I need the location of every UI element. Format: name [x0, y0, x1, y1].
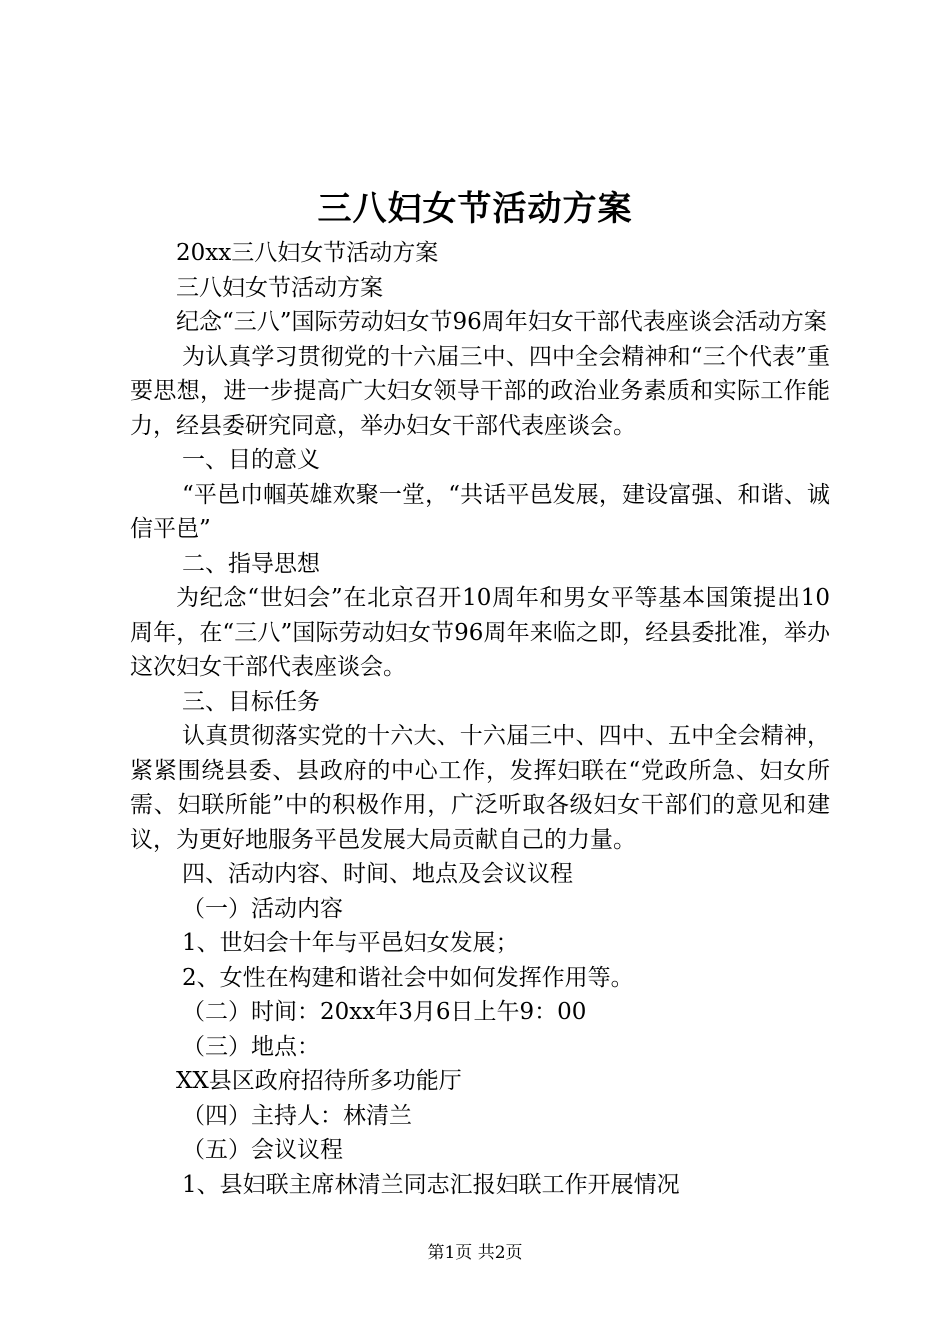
paragraph-plan-name: 纪念“三八”国际劳动妇女节96周年妇女干部代表座谈会活动方案 [176, 309, 827, 335]
page-footer: 第1页 共2页 [427, 1243, 523, 1263]
paragraph-location-value: XX县区政府招待所多功能厅 [176, 1068, 462, 1094]
section-heading-goals: 三、目标任务 [182, 688, 320, 715]
section-heading-guidance: 二、指导思想 [182, 550, 320, 577]
subsection-location: （三）地点： [182, 1033, 320, 1060]
list-item-2: 2、女性在构建和谐社会中如何发挥作用等。 [182, 964, 634, 991]
subsection-host: （四）主持人：林清兰 [182, 1102, 412, 1129]
paragraph-intro: 为认真学习贯彻党的十六届三中、四中全会精神和“三个代表”重要思想，进一步提高广大妇女领导干部的政治业务素质和实际工作能力，经县委研究同意，举办妇女干部代表座谈会。 [130, 343, 830, 439]
subsection-content: （一）活动内容 [182, 895, 343, 922]
paragraph-goals: 认真贯彻落实党的十六大、十六届三中、四中、五中全会精神，紧紧围绕县委、县政府的中心工作，发挥妇联在“党政所急、妇女所需、妇联所能”中的积极作用，广泛听取各级妇女干部们的意见和建议，为更好地服务平邑发展大局贡献自己的力量。 [130, 723, 830, 853]
document-title: 三八妇女节活动方案 [317, 189, 633, 229]
section-heading-activities: 四、活动内容、时间、地点及会议议程 [182, 861, 573, 887]
subsection-agenda: （五）会议议程 [182, 1137, 343, 1163]
document-body [130, 236, 830, 1202]
subsection-time: （二）时间：20xx年3月6日上午9：00 [182, 999, 587, 1025]
paragraph-subtitle: 三八妇女节活动方案 [176, 274, 383, 301]
list-item-1: 1、世妇会十年与平邑妇女发展； [182, 930, 519, 956]
agenda-item-1: 1、县妇联主席林清兰同志汇报妇联工作开展情况 [182, 1171, 680, 1198]
section-heading-purpose: 一、目的意义 [182, 447, 320, 473]
paragraph-purpose: “平邑巾帼英雄欢聚一堂，“共话平邑发展，建设富强、和谐、诚信平邑” [130, 481, 830, 542]
paragraph-year-heading: 20xx三八妇女节活动方案 [176, 240, 439, 266]
paragraph-guidance: 为纪念“世妇会”在北京召开10周年和男女平等基本国策提出10周年，在“三八”国际劳动妇女节96周年来临之即，经县委批准，举办这次妇女干部代表座谈会。 [130, 585, 830, 680]
